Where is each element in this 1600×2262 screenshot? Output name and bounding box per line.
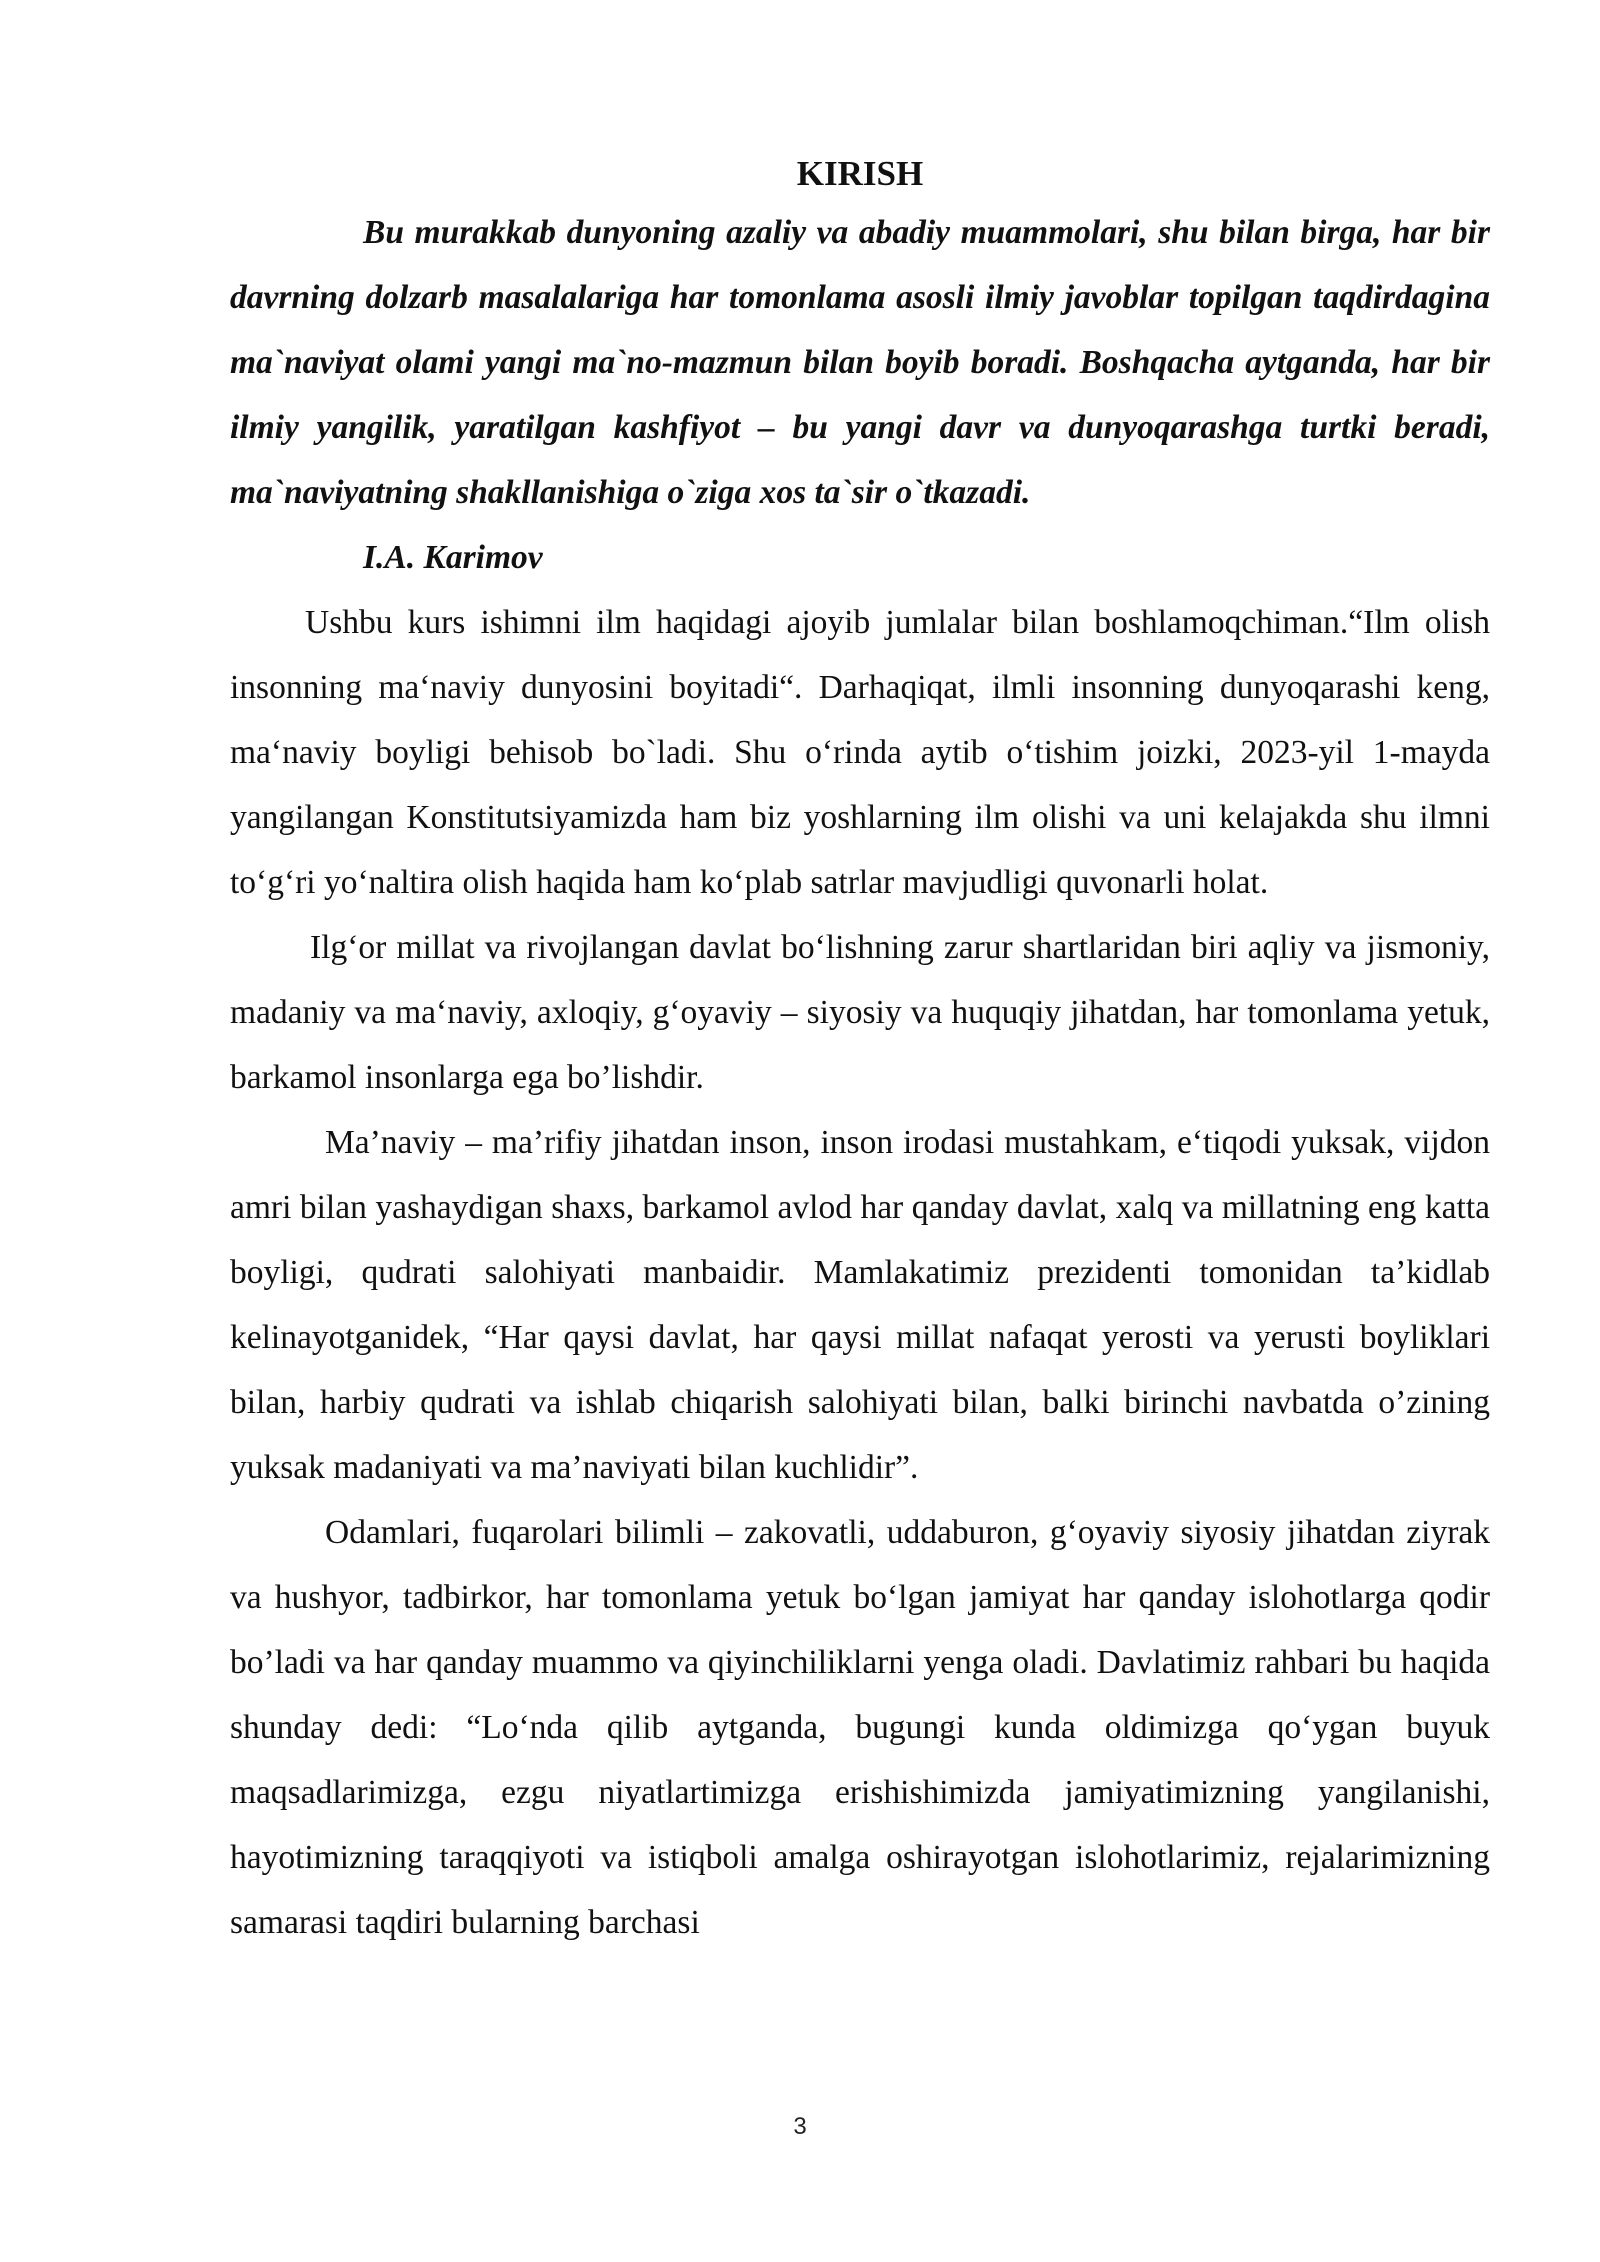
body-paragraph-4: Odamlari, fuqarolari bilimli – zakovatli, uddaburon, g‘oyaviy siyosiy jihatdan ziyrak va hushyor, tadbirkor, har tomonlama yetuk bo‘lgan jamiyat har qanday islohotlarga qodir bo’ladi va har qanday muammo va qiyinchiliklarni yenga oladi. Davlatimiz rahbari bu haqida shunday dedi: “Lo‘nda qilib aytganda, bugungi kunda oldimizga qo‘ygan buyuk maqsadlarimizga, ezgu niyatlartimizga erishishimizda jamiyatimizning yangilanishi, hayotimizning taraqqiyoti va istiqboli amalga oshirayotgan islohotlarimiz, rejalarimizning samarasi taqdiri bularning barchasi	[230, 1514, 1490, 1941]
body-paragraph-3: Ma’naviy – ma’rifiy jihatdan inson, inson irodasi mustahkam, e‘tiqodi yuksak, vijdon amri bilan yashaydigan shaxs, barkamol avlod har qanday davlat, xalq va millatning eng katta boyligi, qudrati salohiyati manbaidir. Mamlakatimiz prezidenti tomonidan ta’kidlab kelinayotganidek, “Har qaysi davlat, har qaysi millat nafaqat yerosti va yerusti boyliklari bilan, harbiy qudrati va ishlab chiqarish salohiyati bilan, balki birinchi navbatda o’zining yuksak madaniyati va ma’naviyati bilan kuchlidir”.	[230, 1124, 1490, 1486]
body-paragraph-2: Ilg‘or millat va rivojlangan davlat bo‘lishning zarur shartlaridan biri aqliy va jismoniy, madaniy va ma‘naviy, axloqiy, g‘oyaviy – siyosiy va huquqiy jihatdan, har tomonlama yetuk, barkamol insonlarga ega bo’lishdir.	[230, 929, 1490, 1096]
body-paragraph-1: Ushbu kurs ishimni ilm haqidagi ajoyib jumlalar bilan boshlamoqchiman.“Ilm olish insonning ma‘naviy dunyosini boyitadi“. Darhaqiqat, ilmli insonning dunyoqarashi keng, ma‘naviy boyligi behisob bo`ladi. Shu o‘rinda aytib o‘tishim joizki, 2023-yil 1-mayda yangilangan Konstitutsiyamizda ham biz yoshlarning ilm olishi va uni kelajakda shu ilmni to‘g‘ri yo‘naltira olish haqida ham ko‘plab satrlar mavjudligi quvonarli holat.	[230, 604, 1490, 901]
epigraph-quote: Bu murakkab dunyoning azaliy va abadiy muammolari, shu bilan birga, har bir davrning dolzarb masalalariga har tomonlama asosli ilmiy javoblar topilgan taqdirdagina ma`naviyat olami yangi ma`no-mazmun bilan boyib boradi. Boshqacha aytganda, har bir ilmiy yangilik, yaratilgan kashfiyot – bu yangi davr va dunyoqarashga turtki beradi, ma`naviyatning shakllanishiga o`ziga xos ta`sir o`tkazadi.	[230, 214, 1490, 511]
epigraph-author: I.A. Karimov	[363, 539, 543, 576]
page-title: KIRISH	[796, 154, 924, 193]
page-number: 3	[793, 2113, 807, 2140]
document-page	[230, 150, 1490, 1955]
